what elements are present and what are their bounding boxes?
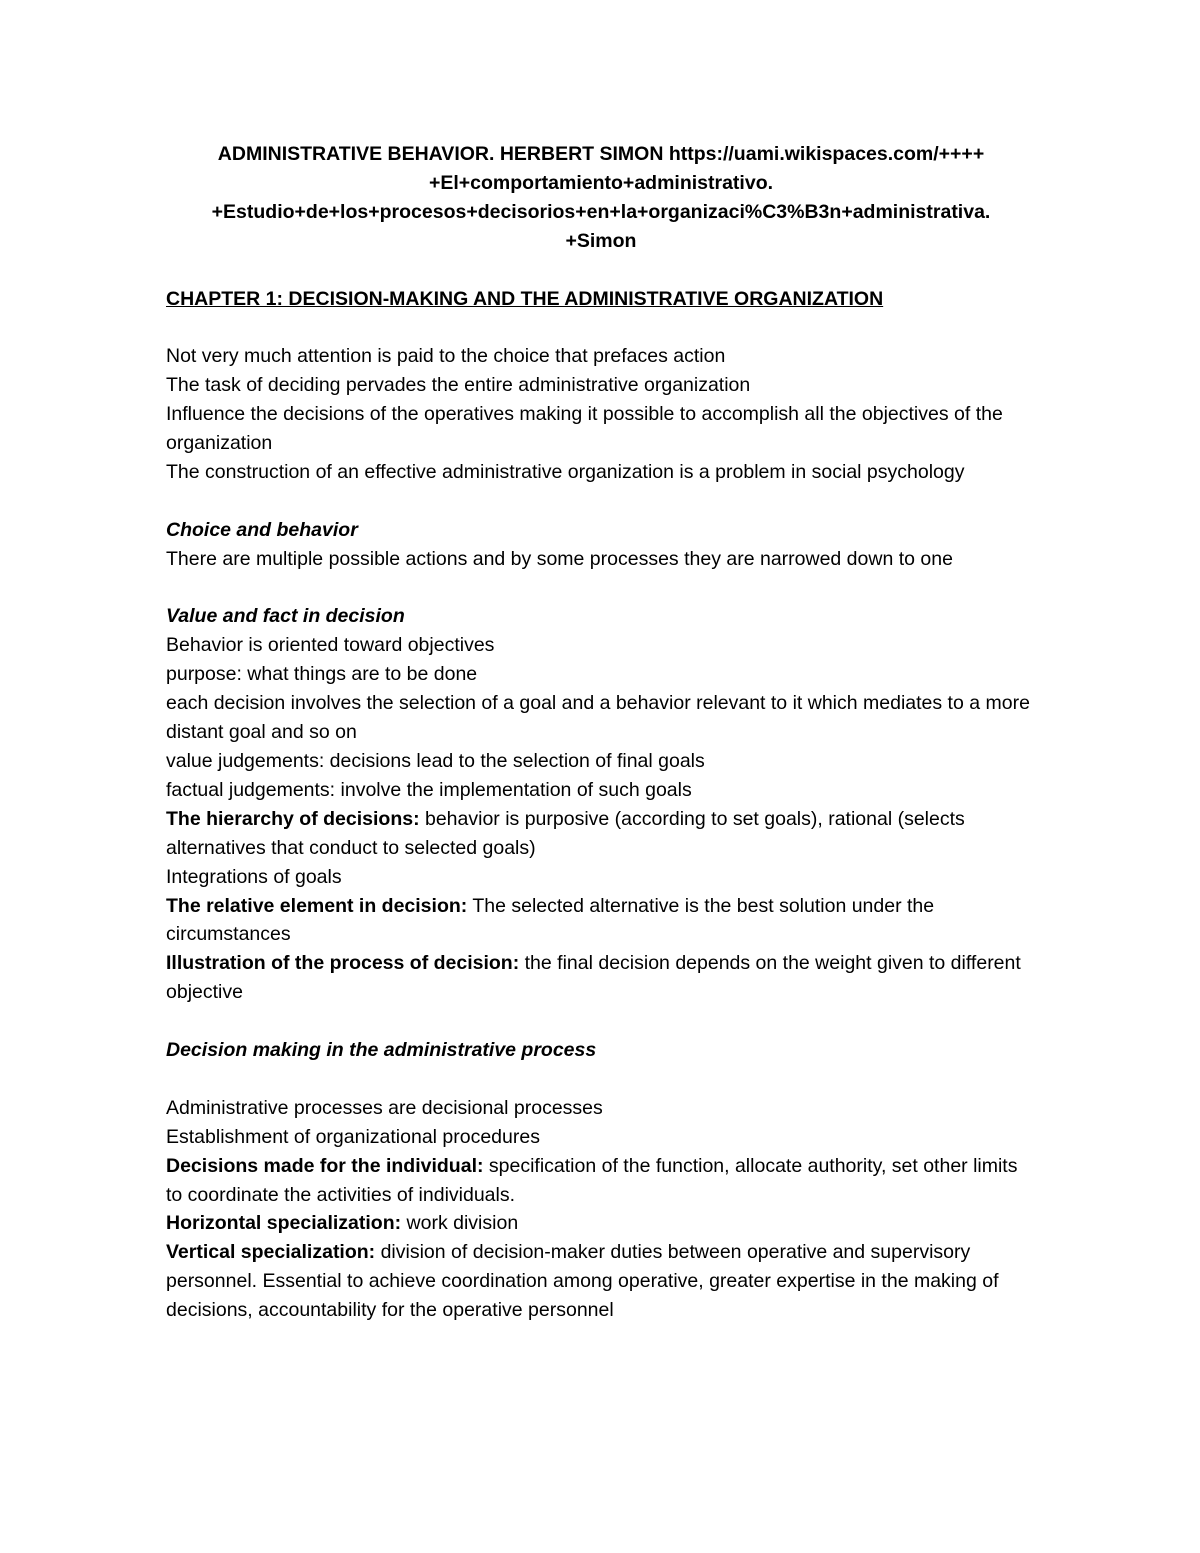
title-line: +Simon [565,229,637,252]
document-body [166,140,1036,1325]
title-line: +Estudio+de+los+procesos+decisorios+en+la+organizaci%C3%B3n+administrativa. [211,200,991,223]
term-text: behavior is purposive (according to set goals), rational (selects alternatives that conduct to selected goals) [166,807,965,859]
section-value-and-fact [166,602,1036,1007]
decisions-for-individual [166,1152,1036,1210]
spacer [166,487,1036,516]
spacer [166,1065,1036,1094]
paragraph-line: each decision involves the selection of a goal and a behavior relevant to it which mediates to a more distant goal and so on [166,692,1030,744]
term-label: Illustration of the process of decision: [166,952,520,975]
term-text: division of decision-maker duties between operative and supervisory personnel. Essential to achieve coordination among operative, greater expertise in the making of decisions, accountability for the operative personnel [166,1241,999,1322]
relative-element [166,892,1036,950]
paragraph-line: Behavior is oriented toward objectives [166,634,495,657]
paragraph-line: Integrations of goals [166,865,342,888]
paragraph-line: The construction of an effective administrative organization is a problem in social psychology [166,460,965,483]
section-heading: Value and fact in decision [166,605,405,628]
vertical-specialization [166,1238,1036,1325]
horizontal-specialization [166,1209,1036,1238]
paragraph-line: Not very much attention is paid to the choice that prefaces action [166,345,726,368]
paragraph-line: Establishment of organizational procedures [166,1125,540,1148]
section-heading: Decision making in the administrative process [166,1039,597,1062]
document-title [166,140,1036,256]
section-decision-making-admin [166,1036,1036,1325]
term-text: specification of the function, allocate authority, set other limits to coordinate the activities of individuals. [166,1154,1018,1206]
spacer [166,574,1036,603]
term-text: work division [401,1212,519,1235]
hierarchy-of-decisions [166,805,1036,863]
term-label: The hierarchy of decisions: [166,807,420,830]
title-line: ADMINISTRATIVE BEHAVIOR. HERBERT SIMON https://uami.wikispaces.com/++++ [217,143,985,165]
paragraph-line: Administrative processes are decisional processes [166,1096,603,1119]
intro-section [166,342,1036,487]
spacer [166,1007,1036,1036]
section-choice-and-behavior [166,516,1036,574]
paragraph-line: value judgements: decisions lead to the selection of final goals [166,749,705,772]
paragraph-line: purpose: what things are to be done [166,663,478,686]
term-label: The relative element in decision: [166,894,468,917]
paragraph-line: The task of deciding pervades the entire administrative organization [166,374,751,397]
term-label: Decisions made for the individual: [166,1154,484,1177]
paragraph-line: factual judgements: involve the implementation of such goals [166,778,692,801]
title-line: +El+comportamiento+administrativo. [428,171,774,194]
paragraph-line: Influence the decisions of the operatives making it possible to accomplish all the objectives of the organization [166,403,1003,455]
term-label: Vertical specialization: [166,1241,376,1264]
paragraph-line: There are multiple possible actions and by some processes they are narrowed down to one [166,547,953,570]
term-text: the final decision depends on the weight given to different objective [166,952,1021,1004]
section-heading: Choice and behavior [166,518,358,541]
illustration-of-process [166,949,1036,1007]
term-text: The selected alternative is the best solution under the circumstances [166,894,935,946]
term-label: Horizontal specialization: [166,1212,402,1235]
chapter-title: CHAPTER 1: DECISION-MAKING AND THE ADMINISTRATIVE ORGANIZATION [166,287,884,310]
